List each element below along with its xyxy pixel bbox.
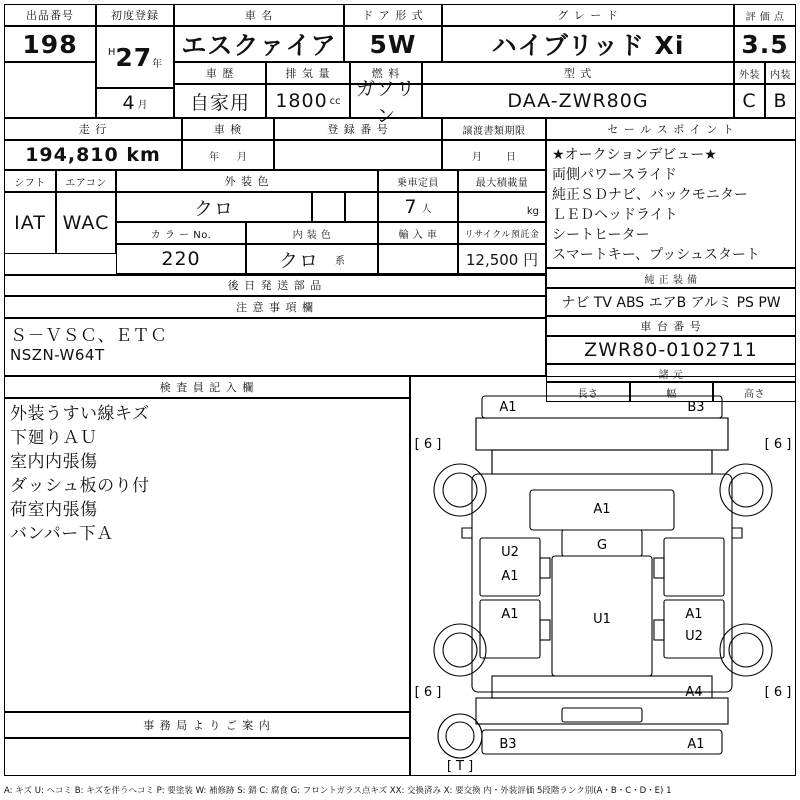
sales-point-line: 純正ＳＤナビ、バックモニター — [552, 187, 748, 203]
ext-color-extra-1 — [312, 192, 345, 222]
inspection-label: 車 検 — [182, 118, 274, 140]
equipment-label: 純 正 装 備 — [546, 268, 796, 288]
first-reg-value — [96, 26, 174, 88]
displacement-label: 排 気 量 — [266, 62, 350, 84]
inspector-line: 下廻りＡＵ — [10, 428, 98, 448]
lot-blank — [4, 62, 96, 118]
mark-right-a1: A1 — [685, 607, 703, 622]
transfer-day: 日 — [506, 151, 516, 163]
max-load-value — [458, 192, 546, 222]
import-label: 輸 入 車 — [378, 222, 458, 244]
grade-value: ハイブリッド Xi — [442, 26, 734, 62]
office-value — [4, 738, 410, 776]
transfer-label: 譲渡書類期限 — [442, 118, 546, 140]
mark-left-wheel-top: [ 6 ] — [414, 437, 442, 452]
dim-height: 高さ — [713, 382, 796, 402]
chassis-value: ZWR80-0102711 — [546, 336, 796, 364]
int-color-suffix: 系 — [335, 255, 345, 267]
inspector-line: 外装うすい線キズ — [10, 404, 150, 424]
transfer-month: 月 — [472, 151, 482, 163]
month-unit: 月 — [137, 99, 148, 111]
first-reg-label: 初度登録 — [96, 4, 174, 26]
mark-left-u2: U2 — [501, 545, 519, 560]
model-label: 型 式 — [422, 62, 734, 84]
sales-point-line: スマートキー、プッシュスタート — [552, 247, 760, 263]
seats-value: 7 人 — [378, 192, 458, 222]
dim-label: 諸 元 — [546, 364, 796, 382]
inspector-line: 荷室内張傷 — [10, 500, 98, 520]
chassis-label: 車 台 番 号 — [546, 316, 796, 336]
shift-value: IAT — [4, 192, 56, 254]
caution-line: NSZN-W64T — [10, 346, 105, 364]
int-grade-value: B — [765, 84, 796, 118]
vehicle-diagram — [412, 378, 794, 774]
mileage-value: 194,810 km — [4, 140, 182, 170]
mark-right-wheel-top: [ 6 ] — [764, 437, 792, 452]
score-value: 3.5 — [734, 26, 796, 62]
int-grade-label: 内装 — [765, 62, 796, 84]
mark-top-left: A1 — [499, 400, 517, 415]
lot-label: 出品番号 — [4, 4, 96, 26]
max-load-unit: kg — [526, 206, 539, 217]
sales-point-label: セ ー ル ス ポ イ ン ト — [546, 118, 796, 140]
sales-point-line: 両側パワースライド — [552, 167, 677, 183]
mark-hood: A1 — [593, 502, 611, 517]
lot-value: 198 — [4, 26, 96, 62]
history-value: 自家用 — [174, 84, 266, 118]
reg-no-value — [274, 140, 442, 170]
shift-label: シフト — [4, 170, 56, 192]
displacement-value: 1800 cc — [266, 84, 350, 118]
inspection-value — [182, 140, 274, 170]
mark-bottom-right: A1 — [687, 737, 705, 752]
score-label: 評 価 点 — [734, 4, 796, 26]
mileage-label: 走 行 — [4, 118, 182, 140]
inspector-line: 室内内張傷 — [10, 452, 98, 472]
door-label: ド ア 形 式 — [344, 4, 442, 26]
mark-trunk-t: [ T ] — [446, 759, 474, 774]
door-value: 5W — [344, 26, 442, 62]
dim-width: 幅 — [630, 382, 713, 402]
seats-unit: 人 — [421, 203, 432, 215]
recycle-value: 12,500 円 — [458, 244, 546, 274]
int-color-value: クロ 系 — [246, 244, 378, 274]
sales-point-list — [546, 140, 796, 268]
ext-grade-label: 外装 — [734, 62, 765, 84]
caution-label: 注 意 事 項 欄 — [4, 296, 546, 318]
mark-left-wheel-bottom: [ 6 ] — [414, 685, 442, 700]
inspector-line: ダッシュ板のり付 — [10, 476, 150, 496]
transfer-value — [442, 140, 546, 170]
sales-point-line: ★オークションデビュー★ — [552, 147, 717, 163]
mark-right-u2: U2 — [685, 629, 703, 644]
mark-right-wheel-bottom: [ 6 ] — [764, 685, 792, 700]
mark-rear-a4: A4 — [685, 685, 703, 700]
equipment-value: ナビ TV ABS エアB アルミ PS PW — [546, 288, 796, 316]
car-name-label: 車 名 — [174, 4, 344, 26]
footer-legend: A: キズ U: ヘコミ B: キズを伴うヘコミ P: 要塗装 W: 補修跡 S: 錆 C: 腐食 G: フロントガラス点キズ XX: 交換済み X: 要交換 内・外装評価 5段階ランク別(A・B・C・D・E) 1 — [4, 786, 672, 796]
color-no-value: 220 — [116, 244, 246, 274]
ac-label: エアコン — [56, 170, 116, 192]
int-color-label: 内 装 色 — [246, 222, 378, 244]
later-parts-label: 後 日 発 送 部 品 — [4, 274, 546, 296]
mark-center-u1: U1 — [593, 612, 611, 627]
inspector-label: 検 査 員 記 入 欄 — [4, 376, 410, 398]
inspector-line: バンパー下Ａ — [10, 524, 114, 544]
history-label: 車 歴 — [174, 62, 266, 84]
first-reg-era: H — [107, 46, 116, 58]
first-reg-year-unit: 年 — [152, 58, 163, 70]
fuel-value: ガソリン — [350, 84, 422, 118]
inspection-year: 年 — [209, 151, 219, 163]
ext-color-label: 外 装 色 — [116, 170, 378, 192]
ext-color-extra-2 — [345, 192, 378, 222]
fuel-label: 燃 料 — [350, 62, 422, 84]
color-no-label: カ ラ ー No. — [116, 222, 246, 244]
ext-grade-value: C — [734, 84, 765, 118]
caution-body — [4, 318, 546, 376]
inspector-body — [4, 398, 410, 712]
car-name-value: エスクァイア — [174, 26, 344, 62]
mark-left-mid-a1: A1 — [501, 607, 519, 622]
first-reg-year: 27 — [115, 42, 153, 72]
model-value: DAA-ZWR80G — [422, 84, 734, 118]
max-load-label: 最大積載量 — [458, 170, 546, 192]
office-label: 事 務 局 よ り ご 案 内 — [4, 712, 410, 738]
grade-label: グ レ ー ド — [442, 4, 734, 26]
mark-bottom-left: B3 — [499, 737, 517, 752]
inspection-month: 月 — [237, 151, 247, 163]
caution-line: Ｓ－ＶＳＣ、ＥＴＣ — [10, 326, 168, 346]
later-parts-row — [4, 254, 546, 276]
reg-no-label: 登 録 番 号 — [274, 118, 442, 140]
first-reg-month: 4 月 — [96, 88, 174, 118]
dim-length: 長さ — [546, 382, 630, 402]
ext-color-value: クロ — [116, 192, 312, 222]
seats-label: 乗車定員 — [378, 170, 458, 192]
ac-value: WAC — [56, 192, 116, 254]
recycle-label: リサイクル預託金 — [458, 222, 546, 244]
mark-top-right: B3 — [687, 400, 705, 415]
sales-point-line: シートヒーター — [552, 227, 650, 243]
mark-left-a1: A1 — [501, 569, 519, 584]
displacement-unit: cc — [329, 95, 341, 107]
sales-point-line: ＬＥＤヘッドライト — [552, 207, 678, 223]
mark-center-g: G — [596, 538, 608, 553]
